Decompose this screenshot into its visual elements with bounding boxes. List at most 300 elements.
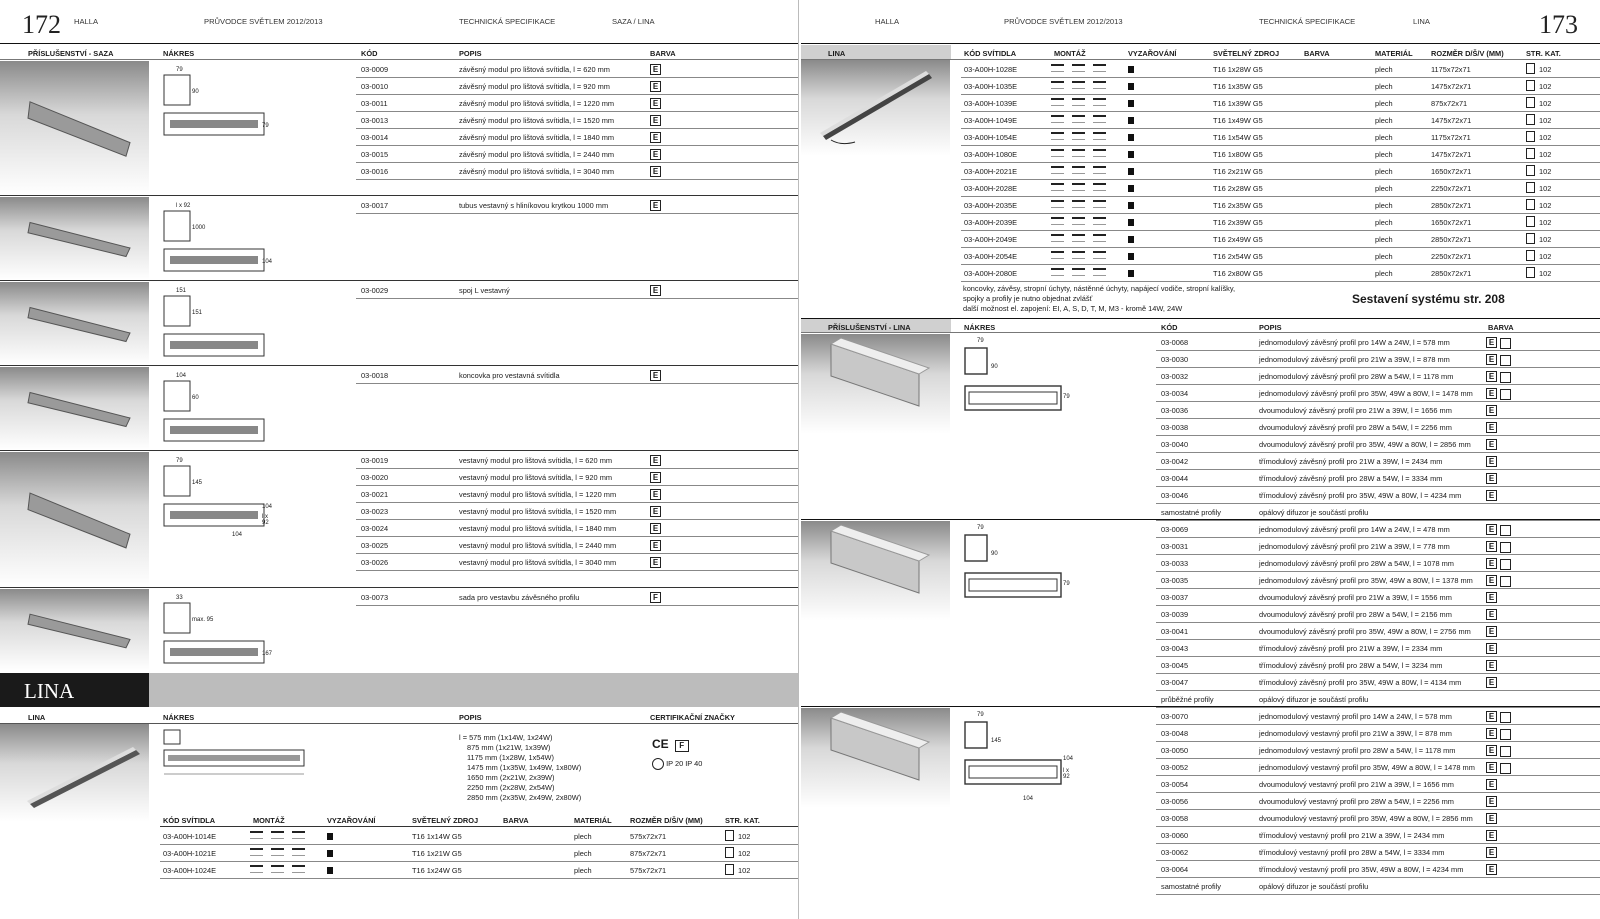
- light-distribution-icon: [1128, 151, 1134, 158]
- table-row: [1156, 793, 1600, 810]
- table-row: [356, 197, 798, 214]
- item-code: 03-0015: [361, 150, 389, 159]
- item-code: 03-0031: [1161, 542, 1189, 551]
- technical-drawing: [162, 286, 272, 368]
- lina-band-title: LINA: [24, 679, 75, 703]
- item-desc: vestavný modul pro lištová svítidla, l = 2440 mm: [459, 541, 617, 550]
- mount-type-icon: [1093, 81, 1106, 89]
- item-code: 03-0042: [1161, 457, 1189, 466]
- item-desc: sada pro vestavbu závěsného profilu: [459, 593, 580, 602]
- material: plech: [1375, 116, 1393, 125]
- mount-type-icon: [1072, 64, 1085, 72]
- catalog-page-icon: [1526, 63, 1535, 74]
- light-source: T16 1x28W G5: [1213, 65, 1263, 74]
- accessory-photo: [0, 197, 149, 280]
- table-row: [356, 95, 798, 112]
- col-drawing: NÁKRES: [964, 323, 996, 332]
- mounting-icons: [1051, 64, 1106, 72]
- mount-type-icon: [1093, 132, 1106, 140]
- mount-type-icon: [1051, 183, 1064, 191]
- item-desc: závěsný modul pro lištová svítidla, l = 1840 mm: [459, 133, 615, 142]
- catalog-page: 102: [1539, 201, 1552, 210]
- item-desc: závěsný modul pro lištová svítidla, l = 1520 mm: [459, 116, 615, 125]
- col-drawing: NÁKRES: [163, 49, 195, 58]
- lina-section-band: [0, 673, 798, 707]
- color-option-box: [1500, 712, 1511, 723]
- item-code: 03-0014: [361, 133, 389, 142]
- dimension-label: 90: [192, 89, 199, 95]
- item-code: 03-0018: [361, 371, 389, 380]
- light-distribution-icon: [1128, 185, 1134, 192]
- item-code: 03-0060: [1161, 831, 1189, 840]
- col-desc: POPIS: [459, 49, 482, 58]
- mount-type-icon: [292, 865, 305, 873]
- catalog-page-icon: [1526, 267, 1535, 278]
- table-row: [1156, 742, 1600, 759]
- color-option-box: [1500, 389, 1511, 400]
- dimension-label: 167: [262, 651, 273, 657]
- mounting-icons: [1051, 183, 1106, 191]
- item-code: 03-0056: [1161, 797, 1189, 806]
- catalog-page-icon: [1526, 131, 1535, 142]
- luminaire-code: 03-A00H-1049E: [964, 116, 1018, 125]
- mounting-icons: [250, 848, 305, 856]
- material: plech: [1375, 150, 1393, 159]
- light-source: T16 2x35W G5: [1213, 201, 1263, 210]
- header-section: SAZA / LINA: [612, 17, 655, 26]
- table-row: [1156, 538, 1600, 555]
- catalog-page: 102: [1539, 235, 1552, 244]
- header-brand: HALLA: [74, 17, 99, 26]
- mount-type-icon: [1072, 183, 1085, 191]
- dimension-label: 145: [192, 480, 203, 486]
- col-material: MATERIÁL: [1375, 49, 1413, 58]
- item-code: 03-0013: [361, 116, 389, 125]
- system-assembly-ref: Sestavení systému str. 208: [1352, 292, 1505, 306]
- material: plech: [1375, 269, 1393, 278]
- dimensions: 2850x72x71: [1431, 235, 1472, 244]
- dimension-label: l x 92: [262, 514, 269, 526]
- section-divider: [0, 450, 798, 451]
- catalog-page-icon: [1526, 80, 1535, 91]
- mount-type-icon: [292, 831, 305, 839]
- accessory-photo: [0, 282, 149, 365]
- item-desc: jednomodulový závěsný profil pro 14W a 24W, l = 478 mm: [1259, 525, 1450, 534]
- color-option-box: [1500, 355, 1511, 366]
- dimension-label: l x 92: [176, 203, 191, 209]
- item-code: 03-0041: [1161, 627, 1189, 636]
- catalog-page-icon: [725, 847, 734, 858]
- item-code: 03-0009: [361, 65, 389, 74]
- mount-type-icon: [1072, 200, 1085, 208]
- light-distribution-icon: [327, 833, 333, 840]
- col-size: ROZMĚR D/Š/V (MM): [1431, 49, 1504, 58]
- color-code-box: E: [1486, 354, 1497, 365]
- mount-type-icon: [1072, 251, 1085, 259]
- table-row: [961, 78, 1600, 95]
- dimensions: 875x72x71: [630, 849, 667, 858]
- table-row: [356, 486, 798, 503]
- light-source: T16 2x21W G5: [1213, 167, 1263, 176]
- mount-type-icon: [1072, 115, 1085, 123]
- table-row: [1156, 436, 1600, 453]
- table-row: [1156, 402, 1600, 419]
- catalog-page-icon: [1526, 216, 1535, 227]
- section-divider: [0, 365, 798, 366]
- color-code-box: E: [1486, 864, 1497, 875]
- note-line: spojky a profily je nutno objednat zvlášť: [963, 294, 1093, 303]
- dimension-label: 104: [232, 532, 243, 538]
- dimension-label: 79: [977, 525, 984, 531]
- mount-type-icon: [1051, 200, 1064, 208]
- dimensions: 1175x72x71: [1431, 65, 1471, 74]
- mount-type-icon: [1051, 166, 1064, 174]
- item-desc: jednomodulový vestavný profil pro 14W a 24W, l = 578 mm: [1259, 712, 1452, 721]
- table-row: [1156, 623, 1600, 640]
- dimension-label: 79: [1063, 581, 1070, 587]
- light-source: T16 2x28W G5: [1213, 184, 1263, 193]
- catalog-page: 102: [1539, 133, 1552, 142]
- item-desc: opálový difuzor je součástí profilu: [1259, 695, 1369, 704]
- item-desc: třímodulový vestavný profil pro 21W a 39W, l = 2434 mm: [1259, 831, 1445, 840]
- color-code-box: E: [1486, 796, 1497, 807]
- color-code-box: E: [650, 472, 661, 483]
- color-code-box: E: [1486, 456, 1497, 467]
- color-code-box: E: [1486, 779, 1497, 790]
- col-lina: LINA: [28, 713, 46, 722]
- col-lina: LINA: [828, 49, 846, 58]
- col-color: BARVA: [503, 816, 529, 825]
- mount-type-icon: [1051, 149, 1064, 157]
- color-code-box: E: [650, 557, 661, 568]
- item-code: 03-0043: [1161, 644, 1189, 653]
- lina-photo: [801, 60, 950, 156]
- col-color: BARVA: [1488, 323, 1514, 332]
- lina-header: [0, 709, 798, 724]
- dimensions: 1475x72x71: [1431, 116, 1472, 125]
- color-code-box: E: [1486, 728, 1497, 739]
- item-code: 03-0068: [1161, 338, 1189, 347]
- table-row: [356, 469, 798, 486]
- item-desc: třímodulový vestavný profil pro 28W a 54W, l = 3334 mm: [1259, 848, 1445, 857]
- table-row: [1156, 725, 1600, 742]
- lina-luminaire-image: [0, 724, 149, 822]
- section-divider: [0, 195, 798, 196]
- material: plech: [1375, 235, 1393, 244]
- light-distribution-icon: [1128, 236, 1134, 243]
- color-code-box: E: [1486, 388, 1497, 399]
- color-code-box: E: [1486, 762, 1497, 773]
- table-row: [356, 520, 798, 537]
- color-code-box: E: [650, 506, 661, 517]
- color-code-box: E: [1486, 524, 1497, 535]
- color-code-box: E: [1486, 337, 1497, 348]
- lina-luminaire-image: [801, 60, 950, 156]
- luminaire-code: 03-A00H-1054E: [964, 133, 1018, 142]
- mount-type-icon: [250, 848, 263, 856]
- table-row: [1156, 487, 1600, 504]
- col-drawing: NÁKRES: [163, 713, 195, 722]
- color-code-box: E: [1486, 371, 1497, 382]
- light-source: T16 1x54W G5: [1213, 133, 1263, 142]
- item-code: 03-0040: [1161, 440, 1189, 449]
- table-row: [160, 845, 798, 862]
- color-option-box: [1500, 338, 1511, 349]
- col-mount: MONTÁŽ: [253, 816, 285, 825]
- color-code-box: E: [650, 132, 661, 143]
- item-code: 03-0020: [361, 473, 389, 482]
- dimensions: 1650x72x71: [1431, 218, 1472, 227]
- ground-icon: [652, 758, 664, 770]
- table-row: [1156, 827, 1600, 844]
- accessory-photo: [801, 708, 950, 808]
- table-row: [1156, 776, 1600, 793]
- header-brand: HALLA: [875, 17, 900, 26]
- table-row: [1156, 674, 1600, 691]
- lina-notes: [963, 284, 1235, 314]
- mount-type-icon: [1093, 166, 1106, 174]
- luminaire-code: 03-A00H-2021E: [964, 167, 1018, 176]
- light-distribution-icon: [327, 850, 333, 857]
- color-code-box: E: [1486, 745, 1497, 756]
- table-row: [1156, 708, 1600, 725]
- table-row: [356, 537, 798, 554]
- mounting-icons: [1051, 234, 1106, 242]
- table-row: [1156, 555, 1600, 572]
- mounting-icons: [250, 865, 305, 873]
- ip-rating: IP 20 IP 40: [666, 758, 703, 768]
- mount-type-icon: [1051, 64, 1064, 72]
- light-source: T16 2x49W G5: [1213, 235, 1263, 244]
- color-code-box: E: [1486, 847, 1497, 858]
- lina-size-list: [459, 733, 581, 803]
- table-row: [961, 231, 1600, 248]
- item-desc: závěsný modul pro lištová svítidla, l = 2440 mm: [459, 150, 615, 159]
- table-row: [1156, 640, 1600, 657]
- dimensions: 2250x72x71: [1431, 252, 1472, 261]
- luminaire-code: 03-A00H-1035E: [964, 82, 1018, 91]
- luminaire-code: 03-A00H-2039E: [964, 218, 1018, 227]
- table-row: [1156, 759, 1600, 776]
- catalog-page-icon: [1526, 182, 1535, 193]
- color-code-box: E: [650, 285, 661, 296]
- table-row: [961, 129, 1600, 146]
- table-row: [356, 112, 798, 129]
- lina-table-header: [160, 812, 798, 827]
- luminaire-code: 03-A00H-2080E: [964, 269, 1018, 278]
- material: plech: [574, 832, 592, 841]
- mount-type-icon: [1093, 200, 1106, 208]
- dimension-label: 79: [176, 67, 183, 73]
- left-header: [0, 0, 798, 44]
- item-desc: jednomodulový závěsný profil pro 21W a 39W, l = 878 mm: [1259, 355, 1450, 364]
- mounting-icons: [1051, 200, 1106, 208]
- dimension-label: 79: [176, 458, 183, 464]
- color-code-box: E: [1486, 830, 1497, 841]
- item-desc: dvoumodulový závěsný profil pro 21W a 39W, l = 1556 mm: [1259, 593, 1452, 602]
- color-code-box: E: [650, 81, 661, 92]
- item-code: 03-0038: [1161, 423, 1189, 432]
- color-code-box: E: [650, 166, 661, 177]
- catalog-page-icon: [725, 830, 734, 841]
- dimensions: 1650x72x71: [1431, 167, 1472, 176]
- col-code: KÓD SVÍTIDLA: [163, 816, 216, 825]
- item-code: 03-0054: [1161, 780, 1189, 789]
- item-desc: dvoumodulový závěsný profil pro 28W a 54W, l = 2256 mm: [1259, 423, 1452, 432]
- accessory-photo: [0, 452, 149, 587]
- dimensions: 2850x72x71: [1431, 201, 1472, 210]
- catalog-page-icon: [725, 864, 734, 875]
- table-row: [961, 180, 1600, 197]
- size-line: 1175 mm (1x28W, 1x54W): [467, 753, 554, 762]
- mount-type-icon: [1051, 98, 1064, 106]
- size-line: 2850 mm (2x35W, 2x49W, 2x80W): [467, 793, 582, 802]
- mount-type-icon: [1093, 217, 1106, 225]
- mounting-icons: [1051, 115, 1106, 123]
- light-distribution-icon: [1128, 253, 1134, 260]
- table-row: [160, 862, 798, 879]
- item-desc: jednomodulový závěsný profil pro 28W a 54W, l = 1078 mm: [1259, 559, 1454, 568]
- item-code: 03-0010: [361, 82, 389, 91]
- light-distribution-icon: [1128, 202, 1134, 209]
- dimension-label: 79: [1063, 394, 1070, 400]
- item-desc: jednomodulový závěsný profil pro 21W a 39W, l = 778 mm: [1259, 542, 1450, 551]
- item-code: 03-0064: [1161, 865, 1189, 874]
- light-source: T16 2x39W G5: [1213, 218, 1263, 227]
- table-row: [961, 214, 1600, 231]
- item-desc: třímodulový vestavný profil pro 35W, 49W a 80W, l = 4234 mm: [1259, 865, 1464, 874]
- page-spine: [798, 0, 799, 919]
- table-row: [1156, 861, 1600, 878]
- ce-mark: CE: [652, 737, 669, 751]
- color-code-box: E: [1486, 592, 1497, 603]
- color-code-box: E: [1486, 575, 1497, 586]
- material: plech: [1375, 65, 1393, 74]
- header-spec: TECHNICKÁ SPECIFIKACE: [459, 17, 556, 26]
- item-code: 03-0032: [1161, 372, 1189, 381]
- col-page: STR. KAT.: [725, 816, 760, 825]
- item-desc: dvoumodulový závěsný profil pro 35W, 49W a 80W, l = 2856 mm: [1259, 440, 1471, 449]
- catalog-page: 102: [1539, 65, 1552, 74]
- mount-type-icon: [1093, 234, 1106, 242]
- technical-drawing: [963, 712, 1073, 804]
- dimensions: 575x72x71: [630, 866, 667, 875]
- dimension-label: 33: [176, 595, 183, 601]
- item-desc: třímodulový závěsný profil pro 35W, 49W a 80W, l = 4234 mm: [1259, 491, 1462, 500]
- item-code: 03-0011: [361, 99, 388, 108]
- item-code: 03-0024: [361, 524, 389, 533]
- color-code-box: E: [1486, 473, 1497, 484]
- table-row: [356, 146, 798, 163]
- luminaire-code: 03-A00H-1039E: [964, 99, 1018, 108]
- table-row: [961, 112, 1600, 129]
- catalog-page: 102: [1539, 116, 1552, 125]
- catalog-page: 102: [738, 866, 751, 875]
- col-color: BARVA: [1304, 49, 1330, 58]
- table-row: [961, 146, 1600, 163]
- col-page: STR. KAT.: [1526, 49, 1561, 58]
- certification-marks: [652, 737, 702, 770]
- col-mount: MONTÁŽ: [1054, 49, 1086, 58]
- item-code: 03-0017: [361, 201, 389, 210]
- color-option-box: [1500, 525, 1511, 536]
- dimensions: 875x72x71: [1431, 99, 1468, 108]
- col-color: BARVA: [650, 49, 676, 58]
- color-code-box: E: [650, 200, 661, 211]
- luminaire-code: 03-A00H-1028E: [964, 65, 1018, 74]
- catalog-page: 102: [1539, 184, 1552, 193]
- technical-drawing: [162, 201, 272, 283]
- mount-type-icon: [1072, 149, 1085, 157]
- item-code: 03-0034: [1161, 389, 1189, 398]
- item-code: 03-0021: [361, 490, 389, 499]
- light-distribution-icon: [1128, 66, 1134, 73]
- mount-type-icon: [1072, 81, 1085, 89]
- item-code: samostatné profily: [1161, 508, 1221, 517]
- light-source: T16 2x54W G5: [1213, 252, 1263, 261]
- table-row: [356, 129, 798, 146]
- luminaire-code: 03-A00H-1014E: [163, 832, 217, 841]
- mount-type-icon: [1051, 132, 1064, 140]
- item-code: 03-0025: [361, 541, 389, 550]
- color-option-box: [1500, 372, 1511, 383]
- accessories-header: [0, 45, 798, 60]
- catalog-page: 102: [1539, 167, 1552, 176]
- mount-type-icon: [1051, 217, 1064, 225]
- item-desc: dvoumodulový vestavný profil pro 28W a 54W, l = 2256 mm: [1259, 797, 1454, 806]
- mount-type-icon: [1051, 115, 1064, 123]
- left-page: [0, 0, 798, 919]
- col-cert: CERTIFIKAČNÍ ZNAČKY: [650, 713, 735, 722]
- catalog-page: 102: [738, 849, 751, 858]
- table-row: [356, 163, 798, 180]
- mount-type-icon: [1093, 98, 1106, 106]
- mounting-icons: [1051, 268, 1106, 276]
- size-line: 1475 mm (1x35W, 1x49W, 1x80W): [467, 763, 582, 772]
- item-code: 03-0062: [1161, 848, 1189, 857]
- accessory-photo: [0, 367, 149, 450]
- section-divider: [0, 587, 798, 588]
- color-code-box: E: [650, 98, 661, 109]
- accessory-photo: [801, 334, 950, 434]
- item-desc: vestavný modul pro lištová svítidla, l = 1840 mm: [459, 524, 617, 533]
- item-desc: vestavný modul pro lištová svítidla, l = 620 mm: [459, 456, 613, 465]
- item-desc: jednomodulový závěsný profil pro 35W, 49W a 80W, l = 1378 mm: [1259, 576, 1473, 585]
- table-row: [961, 95, 1600, 112]
- item-desc: opálový difuzor je součástí profilu: [1259, 508, 1369, 517]
- size-line: 1650 mm (2x21W, 2x39W): [467, 773, 555, 782]
- item-desc: třímodulový závěsný profil pro 28W a 54W, l = 3334 mm: [1259, 474, 1443, 483]
- col-accessories: PŘÍSLUŠENSTVÍ - SAZA: [28, 49, 114, 58]
- item-desc: spoj L vestavný: [459, 286, 510, 295]
- light-source: T16 1x21W G5: [412, 849, 462, 858]
- col-source: SVĚTELNÝ ZDROJ: [412, 816, 479, 825]
- dimension-label: 104: [1023, 796, 1034, 802]
- dimension-label: 79: [977, 712, 984, 718]
- item-code: 03-0030: [1161, 355, 1189, 364]
- size-line: 2250 mm (2x28W, 2x54W): [467, 783, 555, 792]
- mounting-icons: [250, 831, 305, 839]
- item-desc: závěsný modul pro lištová svítidla, l = 3040 mm: [459, 167, 615, 176]
- item-code: 03-0033: [1161, 559, 1189, 568]
- light-source: T16 1x35W G5: [1213, 82, 1263, 91]
- catalog-page-icon: [1526, 148, 1535, 159]
- item-code: 03-0023: [361, 507, 389, 516]
- item-code: 03-0044: [1161, 474, 1189, 483]
- table-row: [1156, 844, 1600, 861]
- dimension-label: 90: [991, 364, 998, 370]
- color-code-box: E: [1486, 558, 1497, 569]
